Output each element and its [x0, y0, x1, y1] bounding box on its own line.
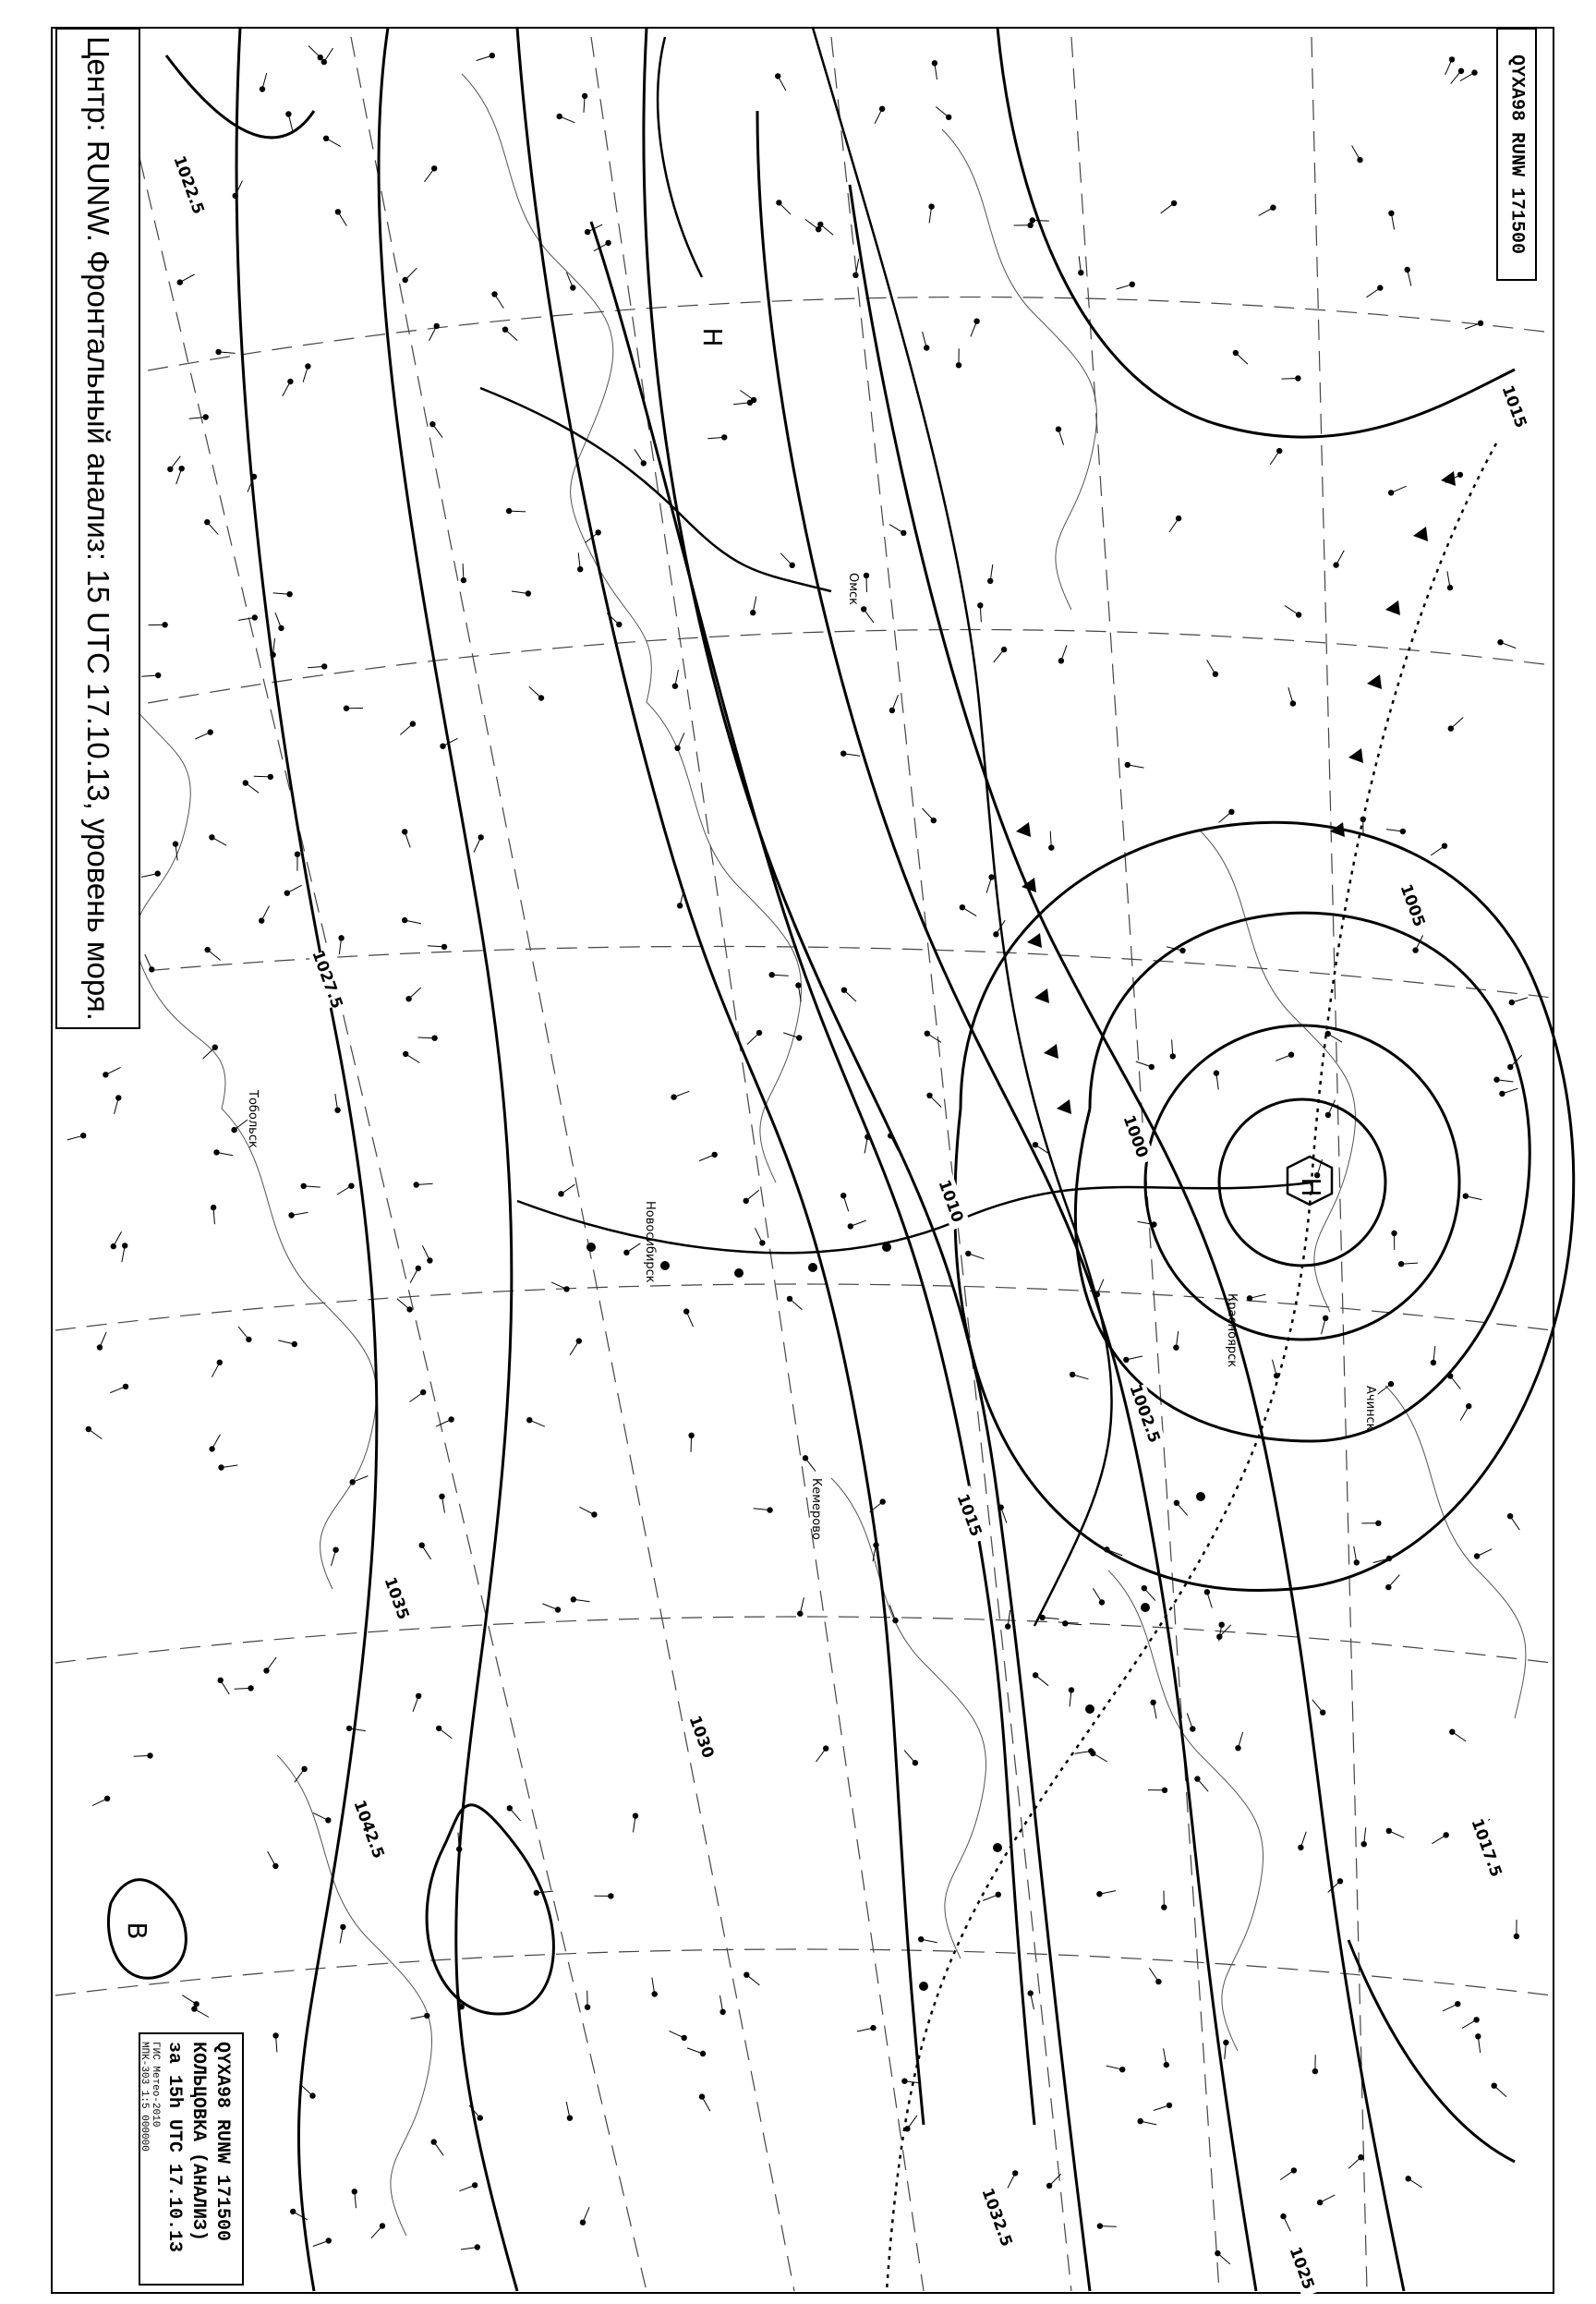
wind-barb — [1177, 1503, 1188, 1516]
station-dot — [973, 319, 979, 324]
wind-barb — [1285, 606, 1299, 615]
wind-barb — [994, 649, 1004, 662]
place-name: Ачинск — [1363, 1386, 1377, 1431]
wind-barb — [1388, 1575, 1399, 1587]
wind-barb — [1219, 812, 1232, 823]
wind-barb — [67, 1135, 83, 1140]
wind-barb — [805, 219, 818, 229]
place-name: Красноярск — [1225, 1293, 1239, 1367]
wind-barb — [1239, 1732, 1243, 1748]
wind-barb — [923, 808, 934, 820]
wind-barb — [542, 1604, 558, 1610]
isobar-label: 1002.5 — [1125, 1382, 1163, 1445]
wind-barb — [505, 330, 517, 341]
wind-barb — [755, 1228, 762, 1243]
wind-barb — [207, 522, 218, 534]
station-dot — [1296, 612, 1301, 617]
wind-barb — [1250, 1294, 1266, 1298]
wind-barb — [779, 202, 791, 214]
wind-barb — [495, 295, 504, 309]
wind-barb — [746, 1975, 759, 1985]
wind-barb — [1236, 353, 1248, 364]
isobar-label: 1022.5 — [169, 153, 207, 216]
wind-barb — [1312, 1700, 1323, 1713]
wind-barb — [889, 1605, 895, 1620]
wind-barb — [1093, 1588, 1102, 1602]
wind-barb — [212, 1363, 219, 1377]
wind-barb — [105, 1067, 120, 1074]
station-dot — [1056, 426, 1061, 431]
wind-barb — [1197, 1779, 1208, 1792]
wind-barb — [405, 920, 421, 924]
wind-barb — [405, 831, 410, 847]
wind-barb — [1320, 2195, 1335, 2202]
station-dot — [1176, 515, 1181, 521]
isobar-label: 1027.5 — [308, 948, 345, 1011]
wind-barb — [422, 1245, 429, 1260]
wind-barb — [410, 1268, 418, 1283]
wind-barb — [300, 2084, 312, 2095]
wind-barb — [246, 783, 259, 794]
front-symbols — [586, 471, 1456, 1991]
station-dot — [1509, 1000, 1515, 1005]
station-dot — [149, 966, 154, 972]
wind-barb — [583, 2207, 589, 2223]
wind-barb — [267, 1657, 277, 1671]
wind-barb — [1273, 1360, 1277, 1376]
station-dot — [759, 1240, 765, 1245]
wind-barb — [425, 168, 435, 182]
isobar-label: 1017.5 — [1467, 1816, 1505, 1879]
wind-barb — [212, 837, 226, 845]
wind-barb — [1328, 1881, 1340, 1892]
wind-barb — [432, 424, 442, 437]
legend-line-1: QYXA98 RUNW 171500 — [212, 2042, 233, 2241]
station-dot — [1270, 205, 1276, 211]
map-title: Центр: RUNW. Фронтальный анализ: 15 UTC 17.10.13, уровень моря. — [80, 36, 115, 1021]
wind-barb — [816, 1749, 827, 1763]
title-box — [55, 28, 140, 1029]
low-pressure-label: Н — [697, 327, 728, 346]
wind-barb — [268, 1851, 276, 1866]
wind-barb — [1117, 285, 1132, 289]
wind-barb — [1276, 1055, 1291, 1061]
isobar-label: 1010 — [935, 1178, 967, 1225]
wind-barb — [1154, 2105, 1169, 2111]
wind-barb — [1035, 1675, 1048, 1685]
wind-barb — [1100, 2226, 1117, 2227]
wind-barb — [740, 391, 754, 401]
wind-barb — [324, 48, 333, 62]
wind-barb — [180, 274, 195, 283]
wind-barb — [1389, 1831, 1404, 1838]
wind-barb — [176, 468, 182, 484]
wind-barb — [422, 1546, 431, 1559]
wind-barb — [110, 1387, 126, 1393]
legend-line-5: МПК-303 1:5 000000 — [139, 2042, 150, 2152]
wind-barb — [283, 382, 291, 396]
coastlines — [55, 74, 1526, 2236]
station-dot — [1457, 472, 1463, 478]
wind-barb — [1270, 451, 1279, 465]
wind-barb — [208, 950, 221, 960]
wind-barb — [275, 612, 282, 628]
wind-barb — [843, 1195, 849, 1211]
place-name: Тобольск — [246, 1089, 260, 1148]
station-dot — [272, 1863, 278, 1869]
wind-barb — [405, 1054, 419, 1063]
header-code: QYXA98 RUNW 171500 — [1506, 55, 1528, 254]
wind-barb — [1391, 486, 1407, 492]
wind-barb — [566, 2102, 570, 2118]
place-name: Омск — [846, 573, 860, 605]
wind-barb — [844, 990, 856, 1001]
wind-barb — [635, 449, 644, 463]
wind-barb — [1280, 2170, 1294, 2179]
legend-line-2: КОЛЬЦОВКА (АНАЛИЗ) — [187, 2042, 209, 2241]
wind-barb — [907, 2116, 917, 2129]
wind-barb — [409, 988, 421, 999]
isobar-label: 1042.5 — [349, 1798, 387, 1861]
wind-barb — [570, 1341, 579, 1355]
wind-barb — [962, 907, 976, 916]
station-dot — [1155, 1979, 1161, 1984]
wind-barb — [778, 76, 786, 91]
wind-barb — [1259, 208, 1274, 216]
station-dot — [605, 240, 611, 246]
wind-barb — [182, 1995, 196, 2005]
wind-barb — [1494, 2086, 1506, 2097]
place-name: Новосибирск — [643, 1201, 657, 1283]
wind-barb — [308, 46, 320, 58]
wind-barb — [1328, 1100, 1336, 1115]
wind-barb — [1348, 2157, 1360, 2168]
wind-barb — [1477, 1549, 1492, 1557]
wind-barb — [436, 1420, 451, 1427]
wind-barb — [551, 1282, 566, 1289]
wind-barb — [1452, 1732, 1466, 1741]
map-border — [52, 28, 1554, 2293]
wind-barb — [983, 1895, 998, 1901]
station-dot — [209, 1446, 214, 1451]
wind-barb — [170, 456, 180, 469]
station-dot — [1149, 1064, 1155, 1070]
wind-barb — [1161, 203, 1174, 213]
wind-barb — [115, 1097, 119, 1113]
wind-barb — [579, 1507, 594, 1514]
wind-barb — [560, 116, 575, 123]
wind-barb — [1450, 1376, 1460, 1389]
wind-barb — [212, 1435, 221, 1449]
wind-barb — [678, 733, 684, 748]
wind-barb — [753, 597, 756, 613]
wind-barb — [89, 1429, 103, 1439]
wind-barb — [1322, 1318, 1326, 1334]
wind-barb — [313, 2241, 329, 2247]
wind-barb — [474, 837, 481, 852]
wind-barb — [820, 224, 833, 236]
wind-barb — [238, 1327, 248, 1340]
wind-barb — [1144, 1588, 1155, 1600]
station-dot — [1377, 285, 1383, 290]
station-dot — [1291, 2167, 1297, 2173]
wind-barb — [295, 1769, 305, 1783]
wind-barb — [1033, 221, 1049, 222]
wind-barb — [1501, 642, 1517, 648]
wind-barb — [293, 2212, 308, 2220]
wind-barb — [1288, 687, 1293, 703]
wind-barb — [986, 878, 992, 893]
wind-barb — [971, 321, 977, 337]
station-dot — [1412, 947, 1418, 952]
wind-barb — [413, 1696, 418, 1712]
wind-barb — [1431, 846, 1445, 855]
wind-barb — [100, 1332, 106, 1348]
wind-barb — [1106, 2066, 1123, 2069]
wind-barb — [1451, 71, 1461, 84]
wind-barb — [1187, 1714, 1192, 1729]
wind-barb — [278, 1340, 295, 1344]
wind-barb — [968, 1254, 984, 1259]
isobars — [108, 28, 1573, 2291]
wind-barb — [699, 1155, 715, 1161]
wind-barb — [904, 1751, 915, 1764]
wind-barb — [529, 1420, 545, 1426]
wind-barb — [1462, 2019, 1477, 2028]
wind-barb — [92, 1799, 107, 1806]
wind-barb — [1008, 2173, 1015, 2188]
wind-barb — [805, 1458, 816, 1471]
wind-barb — [114, 1231, 122, 1246]
wind-barb — [1432, 1835, 1445, 1843]
station-dot — [1274, 1373, 1279, 1378]
station-dot — [892, 1618, 898, 1623]
wind-barb — [686, 1312, 693, 1327]
wind-barb — [400, 724, 413, 735]
station-dot — [848, 1223, 853, 1229]
station-dot — [434, 323, 440, 329]
wind-barb — [1466, 1196, 1482, 1200]
high-pressure-label: В — [122, 1922, 152, 1939]
wind-barb — [459, 2185, 475, 2190]
graticule — [55, 37, 1552, 2291]
station-dot — [1276, 448, 1282, 454]
wind-barb — [194, 2009, 209, 2018]
wind-barb — [303, 367, 308, 382]
wind-barb — [1460, 73, 1475, 81]
wind-barb — [1451, 718, 1463, 729]
wind-barb — [221, 1680, 230, 1694]
wind-barb — [145, 954, 152, 969]
station-dot — [104, 1796, 110, 1801]
wind-barb — [510, 1808, 521, 1821]
wind-barb — [1072, 1375, 1088, 1379]
wind-barb — [1031, 1994, 1034, 2010]
wind-barb — [1367, 288, 1381, 297]
wind-barb — [1061, 645, 1067, 661]
wind-barb — [783, 1033, 799, 1038]
wind-barb — [1284, 2216, 1291, 2231]
isobar-label: 1005 — [1396, 882, 1429, 929]
wind-barb — [261, 906, 269, 921]
station-dot — [563, 1286, 569, 1291]
wind-barb — [790, 1299, 803, 1310]
wind-barb — [203, 1048, 215, 1059]
wind-barb — [800, 1597, 804, 1614]
wind-barb — [1510, 1516, 1519, 1530]
wind-barb — [1136, 1061, 1152, 1067]
legend-box — [139, 2032, 244, 2286]
wind-barb — [875, 109, 882, 124]
wind-barb — [418, 1037, 435, 1038]
wind-barb — [1445, 59, 1452, 75]
wind-barb — [288, 115, 292, 131]
isobar-label: 1015 — [1498, 383, 1530, 430]
header-code-box — [1496, 28, 1537, 281]
wind-barb — [607, 613, 619, 625]
wind-barb — [930, 1096, 942, 1108]
wind-barb — [410, 1392, 424, 1401]
wind-barb — [397, 1299, 410, 1310]
isobar-label: 1032.5 — [977, 2186, 1015, 2249]
wind-barb — [1300, 1832, 1306, 1848]
wind-barb — [195, 733, 210, 739]
wind-barb — [851, 1220, 866, 1226]
wind-barb — [864, 609, 874, 623]
wind-barb — [1408, 270, 1411, 286]
wind-barb — [1126, 1356, 1143, 1360]
wind-barb — [1460, 1406, 1469, 1421]
wind-barb — [262, 73, 267, 89]
wind-barb — [1502, 1088, 1517, 1094]
wind-barb — [746, 1190, 759, 1200]
wind-barb — [1328, 1034, 1342, 1042]
station-dot — [111, 1243, 116, 1249]
wind-barb — [332, 1550, 336, 1566]
wind-barb — [529, 686, 541, 697]
wind-barb — [1149, 1968, 1158, 1982]
wind-barb — [780, 553, 792, 565]
station-dot — [335, 209, 341, 214]
wind-barb — [747, 1033, 759, 1045]
legend-line-4: ГИС Метео-2010 — [150, 2042, 161, 2127]
wind-barb — [287, 885, 302, 893]
isobar-label: 1035 — [381, 1575, 413, 1622]
wind-barb — [927, 1034, 941, 1043]
low-pressure-label: Н — [1296, 1177, 1326, 1196]
wind-barb — [674, 1091, 690, 1097]
station-dot — [988, 874, 994, 879]
wind-barb — [1169, 518, 1179, 532]
wind-barb — [434, 2142, 444, 2156]
station-dot — [285, 111, 291, 116]
wind-barb — [326, 139, 341, 147]
isobar-label: 1030 — [685, 1714, 718, 1761]
wind-barb — [936, 107, 949, 117]
wind-barb — [353, 1476, 369, 1483]
legend-line-3: за 15h UTC 17.10.13 — [163, 2042, 185, 2252]
station-dot — [1325, 1112, 1331, 1118]
wind-barb — [1352, 146, 1360, 161]
wind-barb — [1282, 379, 1299, 380]
wind-barb — [235, 1120, 248, 1130]
isobar-label: 1015 — [953, 1492, 985, 1539]
wind-barb — [337, 1186, 351, 1194]
wind-barb — [669, 2031, 683, 2038]
station-dot — [1473, 2017, 1479, 2022]
station-plots — [67, 46, 1528, 2264]
wind-barb — [1512, 998, 1528, 1002]
station-dot — [671, 1094, 676, 1099]
wind-barb — [1141, 2121, 1157, 2125]
station-dot — [323, 136, 329, 141]
wind-barb — [1207, 1592, 1212, 1607]
wind-barb — [1409, 2178, 1422, 2188]
isobar-label: 1025 — [1286, 2245, 1318, 2292]
wind-barb — [889, 525, 903, 533]
wind-barb — [254, 776, 271, 777]
wind-barb — [141, 874, 158, 878]
place-name: Кемерово — [809, 1478, 823, 1540]
wind-barb — [923, 332, 927, 347]
wind-barb — [1217, 2253, 1230, 2264]
wind-barb — [371, 2226, 382, 2238]
station-dot — [1213, 672, 1218, 677]
wind-barb — [1443, 2004, 1457, 2011]
wind-barb — [1207, 660, 1215, 673]
wind-barb — [691, 1436, 692, 1452]
wind-barb — [702, 2097, 710, 2112]
wind-barb — [338, 212, 347, 225]
isobar-label: 1000 — [1119, 1113, 1152, 1160]
wind-barb — [313, 1813, 328, 1820]
wind-barb — [562, 1184, 575, 1194]
wind-barb — [1093, 1753, 1107, 1762]
wind-barb — [439, 1728, 452, 1739]
station-dot — [1290, 700, 1296, 706]
wind-barb — [1336, 551, 1345, 565]
wind-barb — [892, 695, 899, 710]
wind-barb — [687, 2048, 703, 2054]
wind-barb — [1058, 430, 1064, 445]
wind-barb — [405, 268, 417, 280]
wind-barb — [626, 1243, 640, 1253]
wind-barb — [477, 55, 492, 61]
wind-barb — [857, 2028, 874, 2031]
